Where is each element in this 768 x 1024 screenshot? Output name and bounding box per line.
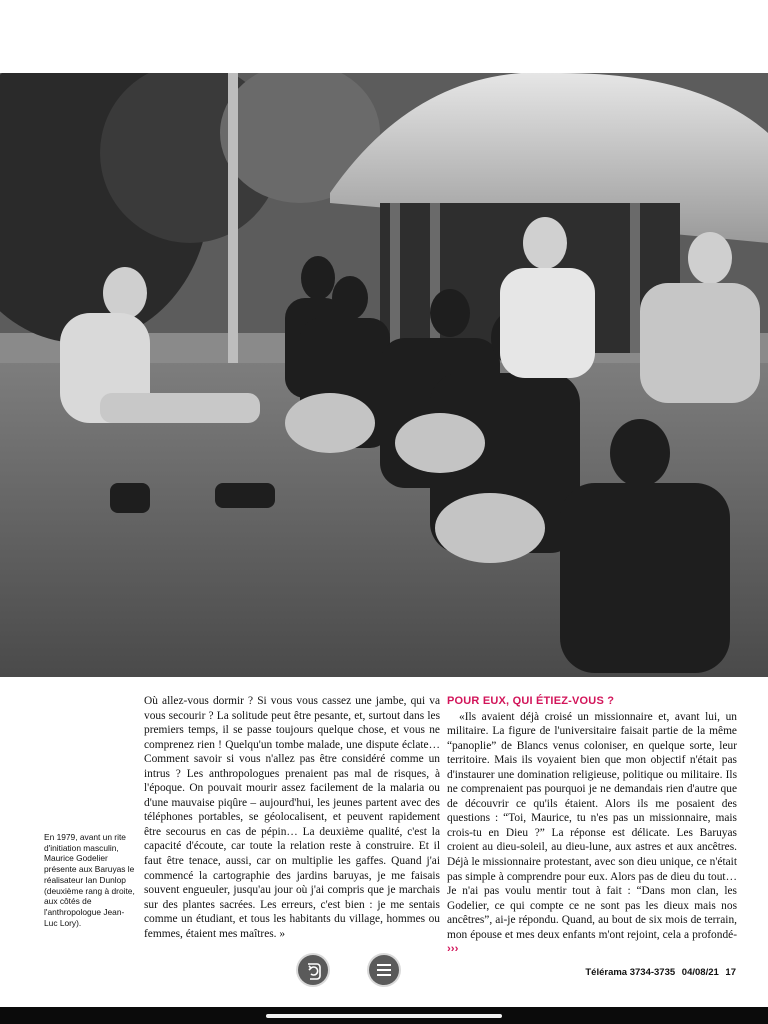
photo-caption: En 1979, avant un rite d'initiation masculin, Maurice Godelier présente aux Baruyas le réalisateur Ian Dunlop (deuxième rang à droite, aux côtés de l'anthropologue Jean-Luc Lory). bbox=[44, 832, 135, 928]
article-paragraph bbox=[447, 710, 737, 957]
issue-date: 04/08/21 bbox=[681, 967, 719, 978]
page-number: 17 bbox=[725, 967, 736, 978]
home-indicator[interactable] bbox=[266, 1014, 502, 1018]
continue-marker[interactable]: ››› bbox=[447, 943, 459, 956]
photo-illustration bbox=[0, 73, 768, 677]
article-column-2 bbox=[447, 694, 737, 957]
article-paragraph: Où allez-vous dormir ? Si vous vous cassez une jambe, qui va vous secourir ? La solitude peut être pesante, et, surtout dans les premiers temps, il se passe toujours quelque chose, et vous ne comprenez rien ! Quelqu'un tombe malade, une dispute éclate… Comment savoir si vous n'allez pas être considéré comme un intrus ? Les anthropologues prenaient pas mal de risques, à l'époque. On pouvait mourir assez facilement de la malaria ou d'une mauvaise piqûre – aujourd'hui, les jeunes partent avec des téléphones portables, se géolocalisent, et peuvent rapidement être secourus en cas de pépin… La deuxième qualité, c'est la capacité d'écoute, car toute la relation reste à construire. Et il faut être tenace, aussi, car on multiplie les gaffes. Quand j'ai commencé la cartographie des jardins baruyas, je me faisais souvent engueuler, jusqu'au jour où j'ai compris que je marchais sur des plantes sacrées. Les erreurs, c'est bien : je me sentais comme un étudiant, et tous les habitants du village, hommes ou femmes, étaient mes maîtres. » bbox=[144, 695, 440, 940]
top-blank-bar bbox=[0, 0, 768, 73]
section-headline: POUR EUX, QUI ÉTIEZ-VOUS ? bbox=[447, 695, 615, 707]
hamburger-menu-icon bbox=[369, 955, 399, 985]
rotate-back-icon bbox=[298, 955, 328, 985]
magazine-name: Télérama 3734-3735 bbox=[585, 967, 676, 978]
menu-button[interactable] bbox=[369, 955, 399, 985]
article-column-1 bbox=[144, 694, 440, 941]
article-paragraph-text: «Ils avaient déjà croisé un missionnaire et, avant lui, un militaire. La figure de l'universitaire faisait partie de la même “panoplie” de Blancs venus coloniser, en quelque sorte, leur territoire. Mais ils voyaient bien que mon objectif n'était pas d'instaurer une domination religieuse, politique ou militaire. Ils ne comprenaient pas pourquoi je ne demandais rien d'autre que de découvrir ce qu'ils étaient. Alors ils me posaient des questions : “Toi, Maurice, tu n'es pas un missionnaire, mais crois-tu en Dieu ?” La réponse est délicate. Les Baruyas croient au dieu-soleil, au dieu-lune, aux astres et aux ancêtres. Déjà le missionnaire protestant, avec son dieu unique, ce n'était pas simple à comprendre pour eux. Alors pas de dieu du tout… Je n'ai pas voulu mentir tout à fait : “Dans mon clan, les Godelier, ce qui compte ce ne sont pas les dieux mais nos ancêtres”, ai-je répondu. Quand, au bout de six mois de terrain, mon épouse et mes deux enfants m'ont rejoint, cela a profondé- bbox=[447, 710, 737, 941]
page-footer bbox=[581, 967, 736, 978]
rotate-back-button[interactable] bbox=[298, 955, 328, 985]
article-photo bbox=[0, 73, 768, 677]
